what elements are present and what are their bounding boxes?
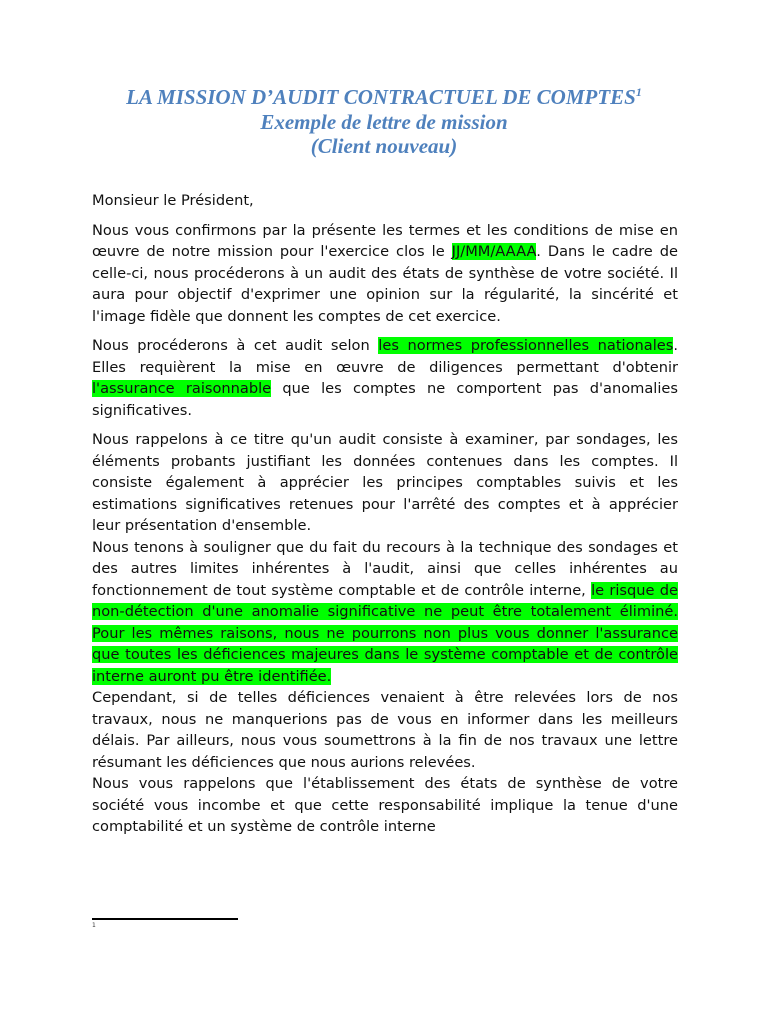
salutation: Monsieur le Président, <box>92 192 254 209</box>
document-title <box>60 84 708 110</box>
document-client-type: (Client nouveau) <box>310 134 458 158</box>
footnote-reference[interactable]: 1 <box>635 85 642 99</box>
highlight-assurance: l'assurance raisonnable <box>92 380 272 397</box>
paragraph-4-part-a: Nous tenons à souligner que du fait du recours à la technique des sondages et des autres limites inhérentes à l'audit, ainsi que celles inhérentes au fonctionnement de tout système comptable et de contrôle interne, <box>92 538 678 599</box>
paragraph-2-part-a: Nous procéderons à cet audit selon <box>92 337 379 354</box>
footnote-separator <box>92 918 238 920</box>
paragraph-6: Nous vous rappelons que l'établissement des états de synthèse de votre société vous incombe et que cette responsabilité implique la tenue d'une comptabilité et un système de contrôle interne <box>92 775 678 835</box>
highlight-date-placeholder: JJ/MM/AAAA <box>451 243 537 260</box>
title-block <box>60 84 708 158</box>
letter-body <box>92 190 678 838</box>
paragraph-1-part-a: Nous vous confirmons par la présente les termes et les conditions de mise en œuvre de notre mission pour l'exercice clos le <box>92 221 678 260</box>
footnote-number: 1 <box>92 922 96 929</box>
paragraph-5: Cependant, si de telles déficiences venaient à être relevées lors de nos travaux, nous ne manquerions pas de vous en informer dans les meilleurs délais. Par ailleurs, nous vous soumettrons à la fin de nos travaux une lettre résumant les déficiences que nous aurions relevées. <box>92 689 678 771</box>
paragraph-1 <box>92 220 678 328</box>
paragraph-2 <box>92 335 678 421</box>
document-title-text: LA MISSION D’AUDIT CONTRACTUEL DE COMPTES <box>126 85 636 109</box>
paragraph-3: Nous rappelons à ce titre qu'un audit consiste à examiner, par sondages, les éléments probants justifiant les données contenues dans les comptes. Il consiste également à apprécier les principes comptables suivis et les estimations significatives retenues pour l'arrêté des comptes et à apprécier leur présentation d'ensemble. <box>92 431 678 534</box>
paragraph-4 <box>92 537 678 688</box>
highlight-risque: le risque de non-détection d'une anomalie significative ne peut être totalement éliminé. Pour les mêmes raisons, nous ne pourrons non plus vous donner l'assurance que toutes les déficiences majeures dans le système comptable et de contrôle interne auront pu être identifiée. <box>92 581 679 685</box>
paragraph-2-part-b: . Elles requièrent la mise en œuvre de diligences permettant d'obtenir <box>92 337 678 376</box>
highlight-normes: les normes professionnelles nationales <box>378 337 674 354</box>
document-subtitle: Exemple de lettre de mission <box>260 110 508 134</box>
paragraph-1-part-b: . Dans le cadre de celle-ci, nous procéderons à un audit des états de synthèse de votre société. Il aura pour objectif d'exprimer une opinion sur la régularité, la sincérité et l'image fidèle que donnent les comptes de cet exercice. <box>92 243 678 325</box>
paragraph-2-part-c: que les comptes ne comportent pas d'anomalies significatives. <box>92 380 678 419</box>
